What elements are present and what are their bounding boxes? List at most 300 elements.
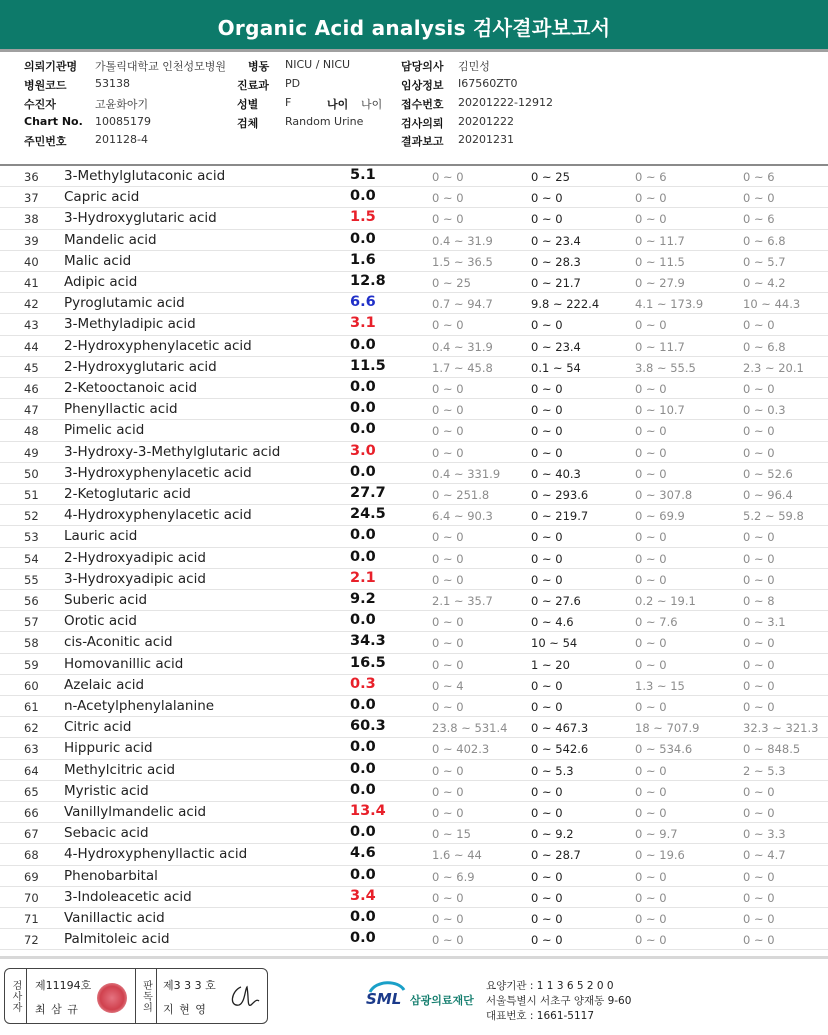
result-value: 0.0 <box>350 548 376 565</box>
row-number: 42 <box>24 297 39 312</box>
reference-range-4: 0 ~ 5.7 <box>743 254 786 269</box>
result-value: 3.4 <box>350 887 376 904</box>
sex-label: 성별 <box>237 98 259 111</box>
reference-range-2: 0 ~ 0 <box>531 912 563 926</box>
analyte-name: 3-Methyladipic acid <box>64 316 196 333</box>
ward-label: 병동 <box>248 60 270 73</box>
table-row <box>0 166 828 187</box>
row-number: 65 <box>24 784 39 799</box>
analyte-name: Orotic acid <box>64 613 137 630</box>
reference-range-2: 0 ~ 27.6 <box>531 594 581 608</box>
reference-range-2: 0 ~ 0 <box>531 784 563 799</box>
reference-range-3: 0 ~ 0 <box>635 318 667 333</box>
result-value: 0.0 <box>350 824 376 841</box>
reference-range-2: 0.1 ~ 54 <box>531 360 581 375</box>
receipt-value: 20201222-12912 <box>458 96 553 109</box>
org-name: 삼광의료재단 <box>410 994 474 1007</box>
sex-value: F <box>285 96 292 109</box>
reference-range-4: 0 ~ 0.3 <box>743 403 786 418</box>
reference-range-1: 0 ~ 0 <box>432 318 464 333</box>
analyte-name: Palmitoleic acid <box>64 931 170 948</box>
analyte-name: Azelaic acid <box>64 676 145 693</box>
reference-range-4: 0 ~ 0 <box>743 636 775 651</box>
row-number: 62 <box>24 721 39 736</box>
table-row <box>0 399 828 420</box>
row-number: 61 <box>24 700 39 714</box>
specimen-label: 검체 <box>237 117 259 130</box>
reference-range-3: 0 ~ 11.7 <box>635 339 685 354</box>
table-row <box>0 187 828 208</box>
reference-range-2: 0 ~ 219.7 <box>531 509 589 524</box>
reference-range-2: 0 ~ 0 <box>531 572 563 587</box>
request-label: 검사의뢰 <box>401 117 444 130</box>
clinical-label: 임상정보 <box>401 79 444 92</box>
reference-range-3: 0 ~ 0 <box>635 869 667 884</box>
table-row <box>0 230 828 251</box>
report-footer <box>0 962 828 1035</box>
reference-range-2: 0 ~ 21.7 <box>531 276 581 290</box>
institution-label: 의뢰기관명 <box>24 60 78 73</box>
row-number: 43 <box>24 318 39 333</box>
reference-range-1: 1.5 ~ 36.5 <box>432 254 493 269</box>
reference-range-1: 0.7 ~ 94.7 <box>432 297 493 312</box>
table-row <box>0 590 828 611</box>
report-label: 결과보고 <box>401 135 444 148</box>
reference-range-4: 0 ~ 0 <box>743 382 775 396</box>
reference-range-3: 0 ~ 0 <box>635 912 667 926</box>
reference-range-4: 0 ~ 52.6 <box>743 466 793 481</box>
result-value: 0.0 <box>350 739 376 756</box>
reference-range-2: 0 ~ 5.3 <box>531 763 574 778</box>
reference-range-4: 0 ~ 0 <box>743 572 775 587</box>
reference-range-4: 0 ~ 0 <box>743 869 775 884</box>
row-number: 71 <box>24 912 39 926</box>
row-number: 57 <box>24 615 39 630</box>
resident-value: 201128-4 <box>95 133 148 146</box>
analyte-name: Homovanillic acid <box>64 655 184 672</box>
row-number: 51 <box>24 488 39 502</box>
row-number: 49 <box>24 445 39 460</box>
reference-range-4: 0 ~ 8 <box>743 594 775 608</box>
reference-range-3: 0 ~ 307.8 <box>635 488 693 502</box>
reference-range-3: 0 ~ 0 <box>635 890 667 905</box>
result-value: 0.0 <box>350 866 376 883</box>
reference-range-3: 0 ~ 0 <box>635 530 667 545</box>
reference-range-4: 0 ~ 0 <box>743 912 775 926</box>
result-value: 0.0 <box>350 230 376 247</box>
result-value: 6.6 <box>350 294 376 311</box>
hospital-code-value: 53138 <box>95 77 130 90</box>
analyte-name: 2-Ketooctanoic acid <box>64 380 198 396</box>
examiner-license: 제11194호 <box>35 979 92 992</box>
table-row <box>0 314 828 335</box>
reference-range-2: 0 ~ 28.3 <box>531 254 581 269</box>
reference-range-4: 0 ~ 96.4 <box>743 488 793 502</box>
reference-range-1: 0 ~ 0 <box>432 424 464 439</box>
reference-range-1: 0 ~ 0 <box>432 700 464 714</box>
result-value: 0.0 <box>350 421 376 438</box>
table-row <box>0 844 828 865</box>
age-value: 나이 <box>361 98 383 111</box>
analyte-name: 3-Hydroxyphenylacetic acid <box>64 464 252 481</box>
examiner-label-text: 검사자 <box>10 979 21 1013</box>
reference-range-4: 0 ~ 0 <box>743 445 775 460</box>
reference-range-2: 0 ~ 0 <box>531 869 563 884</box>
reference-range-2: 0 ~ 0 <box>531 445 563 460</box>
reference-range-3: 0 ~ 0 <box>635 551 667 566</box>
result-value: 0.0 <box>350 336 376 353</box>
reference-range-2: 0 ~ 0 <box>531 424 563 439</box>
hospital-code-label: 병원코드 <box>24 79 67 92</box>
reference-range-1: 0 ~ 251.8 <box>432 488 490 502</box>
result-value: 0.0 <box>350 781 376 798</box>
row-number: 48 <box>24 424 39 439</box>
examiner-label <box>5 969 27 1023</box>
reference-range-1: 0 ~ 15 <box>432 827 471 842</box>
row-number: 53 <box>24 530 39 545</box>
result-value: 9.2 <box>350 591 376 607</box>
reference-range-2: 9.8 ~ 222.4 <box>531 297 600 312</box>
reference-range-2: 0 ~ 0 <box>531 403 563 418</box>
result-value: 0.0 <box>350 612 376 629</box>
table-row <box>0 781 828 802</box>
table-row <box>0 272 828 293</box>
reference-range-4: 0 ~ 4.2 <box>743 276 786 290</box>
reference-range-3: 0 ~ 0 <box>635 636 667 651</box>
reference-range-3: 3.8 ~ 55.5 <box>635 360 696 375</box>
reference-range-2: 0 ~ 542.6 <box>531 742 589 757</box>
row-number: 45 <box>24 360 39 375</box>
analyte-name: Phenyllactic acid <box>64 401 178 418</box>
row-number: 58 <box>24 636 39 651</box>
reference-range-3: 0 ~ 0 <box>635 657 667 672</box>
reference-range-3: 0 ~ 0 <box>635 445 667 460</box>
signature-icon <box>227 981 263 1013</box>
table-row <box>0 887 828 908</box>
reference-range-2: 0 ~ 467.3 <box>531 721 589 736</box>
reference-range-1: 6.4 ~ 90.3 <box>432 509 493 524</box>
reference-range-1: 0.4 ~ 31.9 <box>432 339 493 354</box>
reference-range-4: 0 ~ 4.7 <box>743 848 786 863</box>
reference-range-2: 0 ~ 23.4 <box>531 339 581 354</box>
reference-range-1: 0 ~ 0 <box>432 763 464 778</box>
table-row <box>0 717 828 738</box>
table-row <box>0 654 828 675</box>
reference-range-4: 0 ~ 0 <box>743 678 775 693</box>
analyte-name: Vanillactic acid <box>64 910 165 926</box>
reference-range-2: 1 ~ 20 <box>531 657 570 672</box>
reference-range-4: 0 ~ 0 <box>743 933 775 948</box>
reference-range-1: 0 ~ 0 <box>432 170 464 184</box>
result-value: 27.7 <box>350 485 386 501</box>
table-row <box>0 336 828 357</box>
table-row <box>0 251 828 272</box>
reference-range-1: 0.4 ~ 331.9 <box>432 466 501 481</box>
reader-license: 제3 3 3 호 <box>163 979 216 992</box>
reference-range-2: 0 ~ 23.4 <box>531 233 581 248</box>
signature-box <box>4 968 268 1024</box>
row-number: 47 <box>24 403 39 418</box>
result-value: 11.5 <box>350 357 386 374</box>
analyte-name: Mandelic acid <box>64 231 157 248</box>
reference-range-2: 0 ~ 0 <box>531 700 563 714</box>
analyte-name: Lauric acid <box>64 528 138 545</box>
table-row <box>0 632 828 653</box>
reference-range-1: 0 ~ 0 <box>432 615 464 630</box>
analyte-name: Suberic acid <box>64 592 148 608</box>
institution-value: 가톨릭대학교 인천성모병원 <box>95 60 227 73</box>
reference-range-3: 4.1 ~ 173.9 <box>635 297 704 312</box>
row-number: 67 <box>24 827 39 842</box>
row-number: 64 <box>24 763 39 778</box>
result-value: 0.0 <box>350 188 376 205</box>
examiner-name: 최 삼 규 <box>35 1003 79 1016</box>
reference-range-2: 0 ~ 0 <box>531 890 563 905</box>
report-title: Organic Acid analysis 검사결과보고서 <box>0 0 828 52</box>
reference-range-3: 0 ~ 0 <box>635 191 667 206</box>
row-number: 41 <box>24 276 39 290</box>
reference-range-4: 0 ~ 0 <box>743 530 775 545</box>
dept-value: PD <box>285 77 301 90</box>
result-value: 3.0 <box>350 442 376 459</box>
age-label: 나이 <box>327 98 349 111</box>
reference-range-3: 0 ~ 9.7 <box>635 827 678 842</box>
analyte-name: 3-Hydroxyglutaric acid <box>64 210 217 227</box>
sml-logo-text: SML <box>366 990 402 1008</box>
reference-range-3: 0 ~ 0 <box>635 424 667 439</box>
table-row <box>0 208 828 229</box>
reference-range-1: 0 ~ 0 <box>432 403 464 418</box>
result-value: 0.0 <box>350 909 376 925</box>
reference-range-2: 0 ~ 28.7 <box>531 848 581 863</box>
reader-label-text: 판독의 <box>140 979 152 1013</box>
reference-range-3: 1.3 ~ 15 <box>635 678 685 693</box>
reference-range-1: 0 ~ 0 <box>432 212 464 227</box>
ward-value: NICU / NICU <box>285 58 351 71</box>
chart-value: 10085179 <box>95 115 151 128</box>
reference-range-2: 10 ~ 54 <box>531 636 578 651</box>
reference-range-3: 0 ~ 7.6 <box>635 615 678 630</box>
reference-range-1: 23.8 ~ 531.4 <box>432 721 508 736</box>
result-value: 1.6 <box>350 251 376 268</box>
reference-range-3: 0 ~ 27.9 <box>635 276 685 290</box>
result-value: 3.1 <box>350 315 376 332</box>
result-value: 0.3 <box>350 675 376 692</box>
result-value: 0.0 <box>350 697 376 713</box>
reference-range-1: 0 ~ 0 <box>432 530 464 545</box>
table-row <box>0 866 828 887</box>
reference-range-4: 0 ~ 0 <box>743 890 775 905</box>
reference-range-1: 0 ~ 0 <box>432 784 464 799</box>
reference-range-4: 0 ~ 6 <box>743 170 775 184</box>
reference-range-4: 0 ~ 6 <box>743 212 775 227</box>
reference-range-2: 0 ~ 0 <box>531 678 563 693</box>
reference-range-4: 10 ~ 44.3 <box>743 297 801 312</box>
row-number: 55 <box>24 572 39 587</box>
reference-range-1: 0 ~ 6.9 <box>432 869 475 884</box>
recipient-label: 수진자 <box>24 98 56 111</box>
reference-range-4: 0 ~ 3.3 <box>743 827 786 842</box>
table-row <box>0 378 828 399</box>
seal-stamp-icon <box>97 983 127 1013</box>
reference-range-2: 0 ~ 0 <box>531 530 563 545</box>
reference-range-4: 0 ~ 0 <box>743 424 775 439</box>
reference-range-2: 0 ~ 4.6 <box>531 615 574 630</box>
institution-code: 요양기관 : 1 1 3 6 5 2 0 0 <box>486 980 614 992</box>
reference-range-4: 0 ~ 0 <box>743 657 775 672</box>
reference-range-2: 0 ~ 0 <box>531 933 563 948</box>
reference-range-3: 0 ~ 69.9 <box>635 509 685 524</box>
reference-range-1: 0 ~ 25 <box>432 276 471 290</box>
analyte-name: Hippuric acid <box>64 740 153 757</box>
reference-range-1: 1.6 ~ 44 <box>432 848 482 863</box>
results-table <box>0 166 828 952</box>
table-row <box>0 908 828 929</box>
table-row <box>0 463 828 484</box>
row-number: 38 <box>24 212 39 227</box>
row-number: 46 <box>24 382 39 396</box>
phone-number: 대표번호 : 1661-5117 <box>486 1010 595 1022</box>
row-number: 39 <box>24 233 39 248</box>
analyte-name: Methylcitric acid <box>64 761 176 778</box>
analyte-name: 4-Hydroxyphenylacetic acid <box>64 507 252 524</box>
result-value: 2.1 <box>350 569 376 586</box>
analyte-name: 3-Methylglutaconic acid <box>64 168 226 184</box>
result-value: 1.5 <box>350 209 376 226</box>
analyte-name: Malic acid <box>64 252 132 269</box>
table-row <box>0 293 828 314</box>
reference-range-3: 0 ~ 19.6 <box>635 848 685 863</box>
reference-range-1: 0 ~ 0 <box>432 572 464 587</box>
analyte-name: Sebacic acid <box>64 825 149 842</box>
table-row <box>0 760 828 781</box>
reference-range-4: 0 ~ 3.1 <box>743 615 786 630</box>
analyte-name: 4-Hydroxyphenyllactic acid <box>64 846 248 863</box>
address: 서울특별시 서초구 양재동 9-60 <box>486 995 632 1007</box>
result-value: 16.5 <box>350 654 386 671</box>
result-value: 0.0 <box>350 463 376 480</box>
row-number: 52 <box>24 509 39 524</box>
chart-label: Chart No. <box>24 115 83 128</box>
table-row <box>0 823 828 844</box>
reference-range-2: 0 ~ 0 <box>531 551 563 566</box>
table-row <box>0 611 828 632</box>
row-number: 60 <box>24 678 39 693</box>
request-value: 20201222 <box>458 115 514 128</box>
table-row <box>0 929 828 950</box>
reference-range-3: 0 ~ 0 <box>635 806 667 820</box>
reference-range-3: 0 ~ 0 <box>635 466 667 481</box>
reference-range-4: 5.2 ~ 59.8 <box>743 509 804 524</box>
result-value: 24.5 <box>350 506 386 523</box>
reference-range-1: 0 ~ 0 <box>432 551 464 566</box>
reference-range-1: 0 ~ 0 <box>432 933 464 948</box>
reference-range-3: 0 ~ 0 <box>635 382 667 396</box>
analyte-name: cis-Aconitic acid <box>64 634 173 651</box>
row-number: 66 <box>24 806 39 820</box>
table-row <box>0 357 828 378</box>
reference-range-2: 0 ~ 293.6 <box>531 488 589 502</box>
row-number: 37 <box>24 191 39 206</box>
reference-range-2: 0 ~ 0 <box>531 382 563 396</box>
reference-range-4: 0 ~ 6.8 <box>743 233 786 248</box>
analyte-name: Adipic acid <box>64 274 138 290</box>
analyte-name: Myristic acid <box>64 782 149 799</box>
result-value: 4.6 <box>350 845 376 862</box>
row-number: 70 <box>24 890 39 905</box>
dept-label: 진료과 <box>237 79 269 92</box>
table-row <box>0 696 828 717</box>
reference-range-4: 0 ~ 6.8 <box>743 339 786 354</box>
result-value: 60.3 <box>350 718 386 735</box>
analyte-name: 2-Hydroxyglutaric acid <box>64 358 217 375</box>
footer-divider <box>0 956 828 959</box>
reference-range-4: 0 ~ 848.5 <box>743 742 801 757</box>
reference-range-4: 32.3 ~ 321.3 <box>743 721 819 736</box>
reference-range-1: 1.7 ~ 45.8 <box>432 360 493 375</box>
row-number: 69 <box>24 869 39 884</box>
result-value: 0.0 <box>350 400 376 417</box>
row-number: 44 <box>24 339 39 354</box>
row-number: 72 <box>24 933 39 948</box>
table-row <box>0 505 828 526</box>
reference-range-4: 0 ~ 0 <box>743 551 775 566</box>
row-number: 50 <box>24 466 39 481</box>
row-number: 56 <box>24 594 39 608</box>
reference-range-4: 0 ~ 0 <box>743 318 775 333</box>
doctor-value: 김민성 <box>458 60 490 73</box>
reference-range-1: 0 ~ 4 <box>432 678 464 693</box>
reference-range-3: 0 ~ 6 <box>635 170 667 184</box>
row-number: 54 <box>24 551 39 566</box>
recipient-value: 고윤화아기 <box>95 98 149 111</box>
reference-range-3: 0 ~ 534.6 <box>635 742 693 757</box>
reference-range-1: 0 ~ 0 <box>432 890 464 905</box>
row-number: 68 <box>24 848 39 863</box>
analyte-name: 2-Ketoglutaric acid <box>64 486 191 502</box>
result-value: 13.4 <box>350 803 386 819</box>
reference-range-1: 0 ~ 402.3 <box>432 742 490 757</box>
reader-label <box>135 969 157 1023</box>
reference-range-3: 0 ~ 0 <box>635 784 667 799</box>
reference-range-4: 0 ~ 0 <box>743 700 775 714</box>
analyte-name: 3-Hydroxyadipic acid <box>64 570 206 587</box>
reference-range-1: 0 ~ 0 <box>432 657 464 672</box>
analyte-name: n-Acetylphenylalanine <box>64 698 215 714</box>
row-number: 59 <box>24 657 39 672</box>
row-number: 40 <box>24 254 39 269</box>
analyte-name: Capric acid <box>64 189 140 206</box>
result-value: 12.8 <box>350 273 386 289</box>
analyte-name: 3-Hydroxy-3-Methylglutaric acid <box>64 443 281 460</box>
row-number: 36 <box>24 170 39 184</box>
table-row <box>0 420 828 441</box>
reference-range-2: 0 ~ 0 <box>531 806 563 820</box>
reference-range-3: 0 ~ 0 <box>635 212 667 227</box>
reference-range-3: 18 ~ 707.9 <box>635 721 700 736</box>
reference-range-2: 0 ~ 0 <box>531 212 563 227</box>
analyte-name: Vanillylmandelic acid <box>64 804 207 820</box>
result-value: 0.0 <box>350 527 376 544</box>
reference-range-4: 0 ~ 0 <box>743 191 775 206</box>
reference-range-1: 0 ~ 0 <box>432 382 464 396</box>
reference-range-3: 0.2 ~ 19.1 <box>635 594 696 608</box>
reference-range-3: 0 ~ 0 <box>635 763 667 778</box>
reference-range-4: 0 ~ 0 <box>743 784 775 799</box>
result-value: 0.0 <box>350 930 376 947</box>
reference-range-1: 2.1 ~ 35.7 <box>432 594 493 608</box>
reference-range-3: 0 ~ 10.7 <box>635 403 685 418</box>
